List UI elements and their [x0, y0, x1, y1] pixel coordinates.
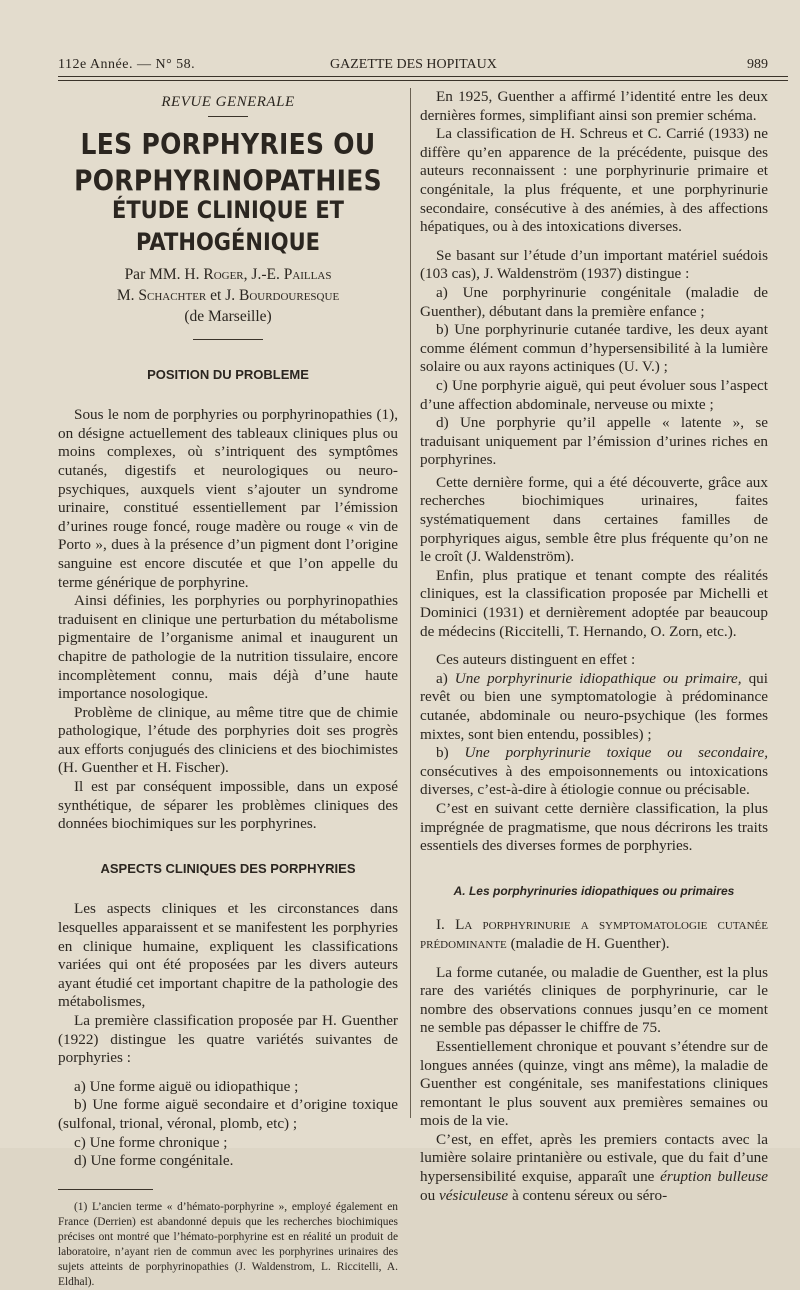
section-heading: ASPECTS CLINIQUES DES PORPHYRIES: [100, 860, 356, 876]
paragraph: La classification de H. Schreus et C. Carrié (1933) ne diffère qu’en apparence de la précédente, puisque des auteurs reconnaissent : une porphyrinurie primaire et congénitale, la plus fréquente, et une porphyrinurie secondaire, consécutive à des anémies, à des affections hépatiques, ou à des intoxications diverses.: [420, 125, 768, 236]
paragraph: C’est en suivant cette dernière classification, la plus imprégnée de pragmatisme, que nous décrirons les traits essentiels des diverses formes de porphyries.: [420, 799, 768, 855]
paragraph: La première classification proposée par H. Guenther (1922) distingue les quatre variétés suivantes de porphyries :: [58, 1012, 398, 1067]
title-rule: [193, 339, 263, 340]
authors-line-2: M. Schachter et J. Bourdouresque: [116, 286, 340, 304]
paragraph: Problème de clinique, au même titre que de chimie pathologique, l’étude des porphyries doit ses progrès aux efforts conjugués des cliniciens et des biochimistes (H. Guenther et H. Fischer).: [58, 703, 398, 777]
authors-line-1: Par MM. H. Roger, J.-E. Paillas: [124, 265, 332, 283]
list-item: a) Une porphyrinurie congénitale (maladie de Guenther), débutant dans la première enfance ;: [420, 283, 768, 320]
subsection-heading: A. Les porphyrinuries idiopathiques ou primaires: [453, 883, 735, 898]
paragraph: Ces auteurs distinguent en effet :: [436, 651, 636, 669]
paragraph: En 1925, Guenther a affirmé l’identité entre les deux dernières formes, simplifiant ainsi son premier schéma.: [420, 88, 768, 124]
list-item: c) Une porphyrie aiguë, qui peut évoluer sous l’aspect d’une affection abdominale, nerveuse ou mixte ;: [420, 376, 768, 413]
journal-name: GAZETTE DES HOPITAUX: [330, 57, 497, 72]
list-item: b) Une forme aiguë secondaire et d’origine toxique (sulfonal, trional, véronal, plomb, etc) ;: [58, 1096, 398, 1132]
section-heading: POSITION DU PROBLEME: [147, 366, 309, 382]
list-item: a) Une forme aiguë ou idiopathique ;: [74, 1077, 299, 1095]
left-column: [58, 88, 398, 1290]
footnote: (1) L’ancien terme « d’hémato-porphyrine », employé également en France (Derrien) est abandonné depuis que les recherches biochimiques précises ont montré que l’hémato-porphyrine est en réalité un produit de laboratoire, n’ayant rien de commun avec les porphyrines urinaires des sujets atteints de porphyrinopathies (J. Waldenstrom, L. Riccitelli, A. Eldhal).: [58, 1200, 398, 1288]
rubric-rule: [208, 116, 248, 117]
running-header: [58, 57, 768, 77]
footnote-rule: [58, 1189, 153, 1190]
paragraph: La forme cutanée, ou maladie de Guenther, est la plus rare des variétés cliniques de porphyrinurie, car le nombre des observations connues jusqu’en ce moment ne semble pas dépasser le chiffre de 75.: [420, 963, 768, 1037]
header-rule: [58, 76, 788, 77]
author-name: Schachter: [138, 286, 207, 304]
list-item: b) Une porphyrinurie toxique ou secondaire, consécutives à des empoisonnements ou intoxications diverses, c’est-à-dire à étiologie connue ou précisable.: [420, 744, 768, 799]
paragraph: Sous le nom de porphyries ou porphyrinopathies (1), on désigne actuellement des tableaux cliniques plus ou moins complexes, où s’intriquent des symptômes cutanés, digestifs et neurologiques ou neuro-psychiques, auxquels vient s’ajouter un syndrome urinaire, constitué essentiellement par l’émission d’urines rouge foncé, rouge madère ou rouge « vin de Porto », dues à la présence d’un pigment dont l’origine sanguine est encore discutée et que l’on appelle du terme générique de porphyrine.: [58, 406, 398, 591]
list-item: a) Une porphyrinurie idiopathique ou primaire, qui revêt ou bien une symptomatologie à prédominance cutanée, abdominale ou neuro-psychique (les formes mixtes, sont bien entendu, possibles) ;: [420, 669, 768, 743]
header-rule-thin: [58, 80, 788, 81]
subsubsection-heading: I. La porphyrinurie a symptomatologie cutanée prédominante (maladie de H. Guenther).: [420, 916, 768, 952]
list-item: d) Une porphyrie qu’il appelle « latente », se traduisant uniquement par l’émission d’urines riches en porphyrines.: [420, 414, 768, 469]
page-number: 989: [747, 57, 768, 72]
paragraph: Il est par conséquent impossible, dans un exposé synthétique, de séparer les problèmes cliniques des données biochimiques sur les porphyrines.: [58, 778, 398, 833]
author-name: Paillas: [283, 265, 332, 283]
list-item: d) Une forme congénitale.: [74, 1152, 234, 1170]
issue-number: 112e Année. — N° 58.: [58, 57, 196, 72]
authors-line-3: (de Marseille): [184, 307, 272, 325]
paragraph: Enfin, plus pratique et tenant compte des réalités cliniques, est la classification proposée par Michelli et Dominici (1931) et dernièrement adoptée par beaucoup de médecins (Riccitelli, T. Hernando, O. Zorn, etc.).: [420, 566, 768, 640]
rubric: REVUE GENERALE: [161, 94, 295, 110]
paragraph: C’est, en effet, après les premiers contacts avec la lumière solaire printanière ou estivale, que du fait d’une hypersensibilité exquise, apparaît une éruption bulleuse ou vésiculeuse à contenu séreux ou séro-: [420, 1130, 768, 1204]
paragraph: Ainsi définies, les porphyries ou porphyrinopathies traduisent en clinique une perturbation du métabolisme pigmentaire de l’organisme animal et inaugurent un chapitre de pathologie de la nutrition tissulaire, encore incomplètement connu, mais déjà d’une haute importance nosologique.: [58, 592, 398, 703]
authors: [58, 264, 398, 327]
column-divider: [410, 88, 411, 1118]
list-item: c) Une forme chronique ;: [74, 1133, 228, 1151]
right-column: [420, 88, 768, 1205]
article-subtitle: ÉTUDE CLINIQUE ET PATHOGÉNIQUE: [111, 195, 345, 256]
paragraph: Se basant sur l’étude d’un important matériel suédois (103 cas), J. Waldenström (1937) distingue :: [420, 246, 768, 283]
author-name: Roger: [203, 265, 244, 283]
article-title: LES PORPHYRIES OU PORPHYRINOPATHIES: [74, 126, 382, 198]
paragraph: Les aspects cliniques et les circonstances dans lesquelles apparaissent et se manifestent les porphyries en clinique humaine, expliquent les classifications variées qui ont été proposées par les divers auteurs ayant étudié cet important chapitre de la pathologie des métabolismes,: [58, 900, 398, 1011]
author-name: Bourdouresque: [238, 286, 340, 304]
list-item: b) Une porphyrinurie cutanée tardive, les deux ayant comme élément commun d’hypersensibilité à la lumière solaire ou aux rayons actiniques (U. V.) ;: [420, 321, 768, 376]
paragraph: Essentiellement chronique et pouvant s’étendre sur de longues années (quinze, vingt ans même), la maladie de Guenther est congénitale, ses manifestations cliniques remontant le plus souvent aux premières semaines ou mois de la vie.: [420, 1037, 768, 1130]
paragraph: Cette dernière forme, qui a été découverte, grâce aux recherches biochimiques urinaires, faites systématiquement dans certaines familles de porphyriques aigus, semble être plus fréquente qu’on ne le croît (J. Waldenström).: [420, 473, 768, 566]
